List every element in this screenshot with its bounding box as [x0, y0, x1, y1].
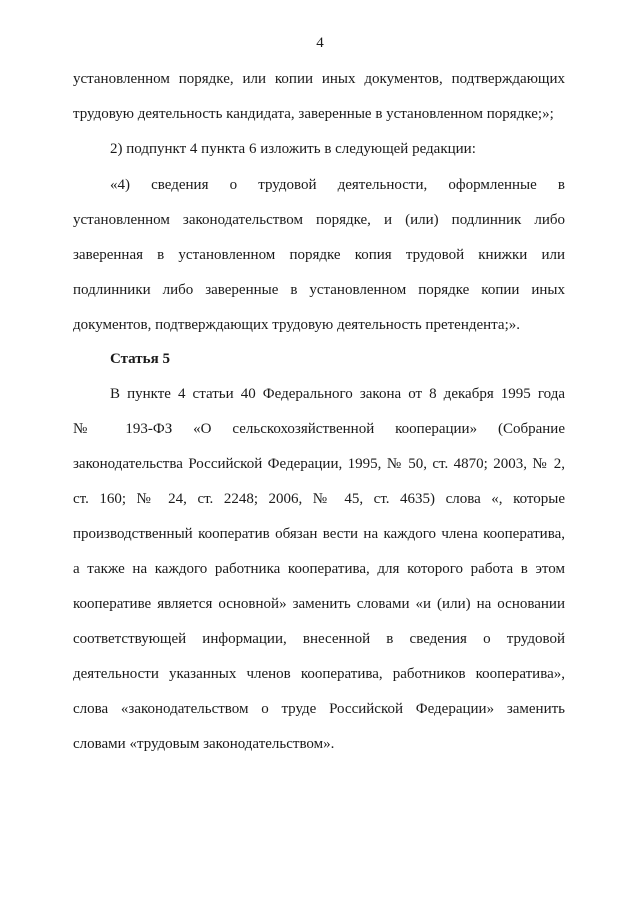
text-line: словами «трудовым законодательством». — [73, 736, 335, 752]
text-line: деятельности указанных членов кооператива, работников кооператива», — [73, 666, 565, 682]
text-line: подлинники либо заверенные в установленном порядке копии иных — [73, 282, 565, 298]
text-line: кооперативе является основной» заменить словами «и (или) на основании — [73, 596, 565, 612]
text-line: соответствующей информации, внесенной в сведения о трудовой — [73, 631, 565, 647]
text-line: В пункте 4 статьи 40 Федерального закона от 8 декабря 1995 года — [110, 386, 565, 402]
text-line: трудовую деятельность кандидата, заверенные в установленном порядке;»; — [73, 106, 554, 122]
text-line: заверенная в установленном порядке копия трудовой книжки или — [73, 247, 565, 263]
text-line: документов, подтверждающих трудовую деятельность претендента;». — [73, 317, 520, 333]
text-line: установленном законодательством порядке, и (или) подлинник либо — [73, 212, 565, 228]
text-line: № 193-ФЗ «О сельскохозяйственной кооперации» (Собрание — [73, 421, 565, 437]
text-line: законодательства Российской Федерации, 1995, № 50, ст. 4870; 2003, № 2, — [73, 456, 565, 472]
text-line: 2) подпункт 4 пункта 6 изложить в следующей редакции: — [110, 141, 476, 157]
text-line: «4) сведения о трудовой деятельности, оформленные в — [110, 177, 565, 193]
text-line: установленном порядке, или копии иных документов, подтверждающих — [73, 71, 565, 87]
text-line: производственный кооператив обязан вести на каждого члена кооператива, — [73, 526, 565, 542]
article-heading: Статья 5 — [110, 351, 170, 367]
page-number: 4 — [316, 35, 324, 51]
text-line: ст. 160; № 24, ст. 2248; 2006, № 45, ст. 4635) слова «, которые — [73, 491, 565, 507]
text-line: а также на каждого работника кооператива, для которого работа в этом — [73, 561, 565, 577]
text-line: слова «законодательством о труде Российской Федерации» заменить — [73, 701, 565, 717]
